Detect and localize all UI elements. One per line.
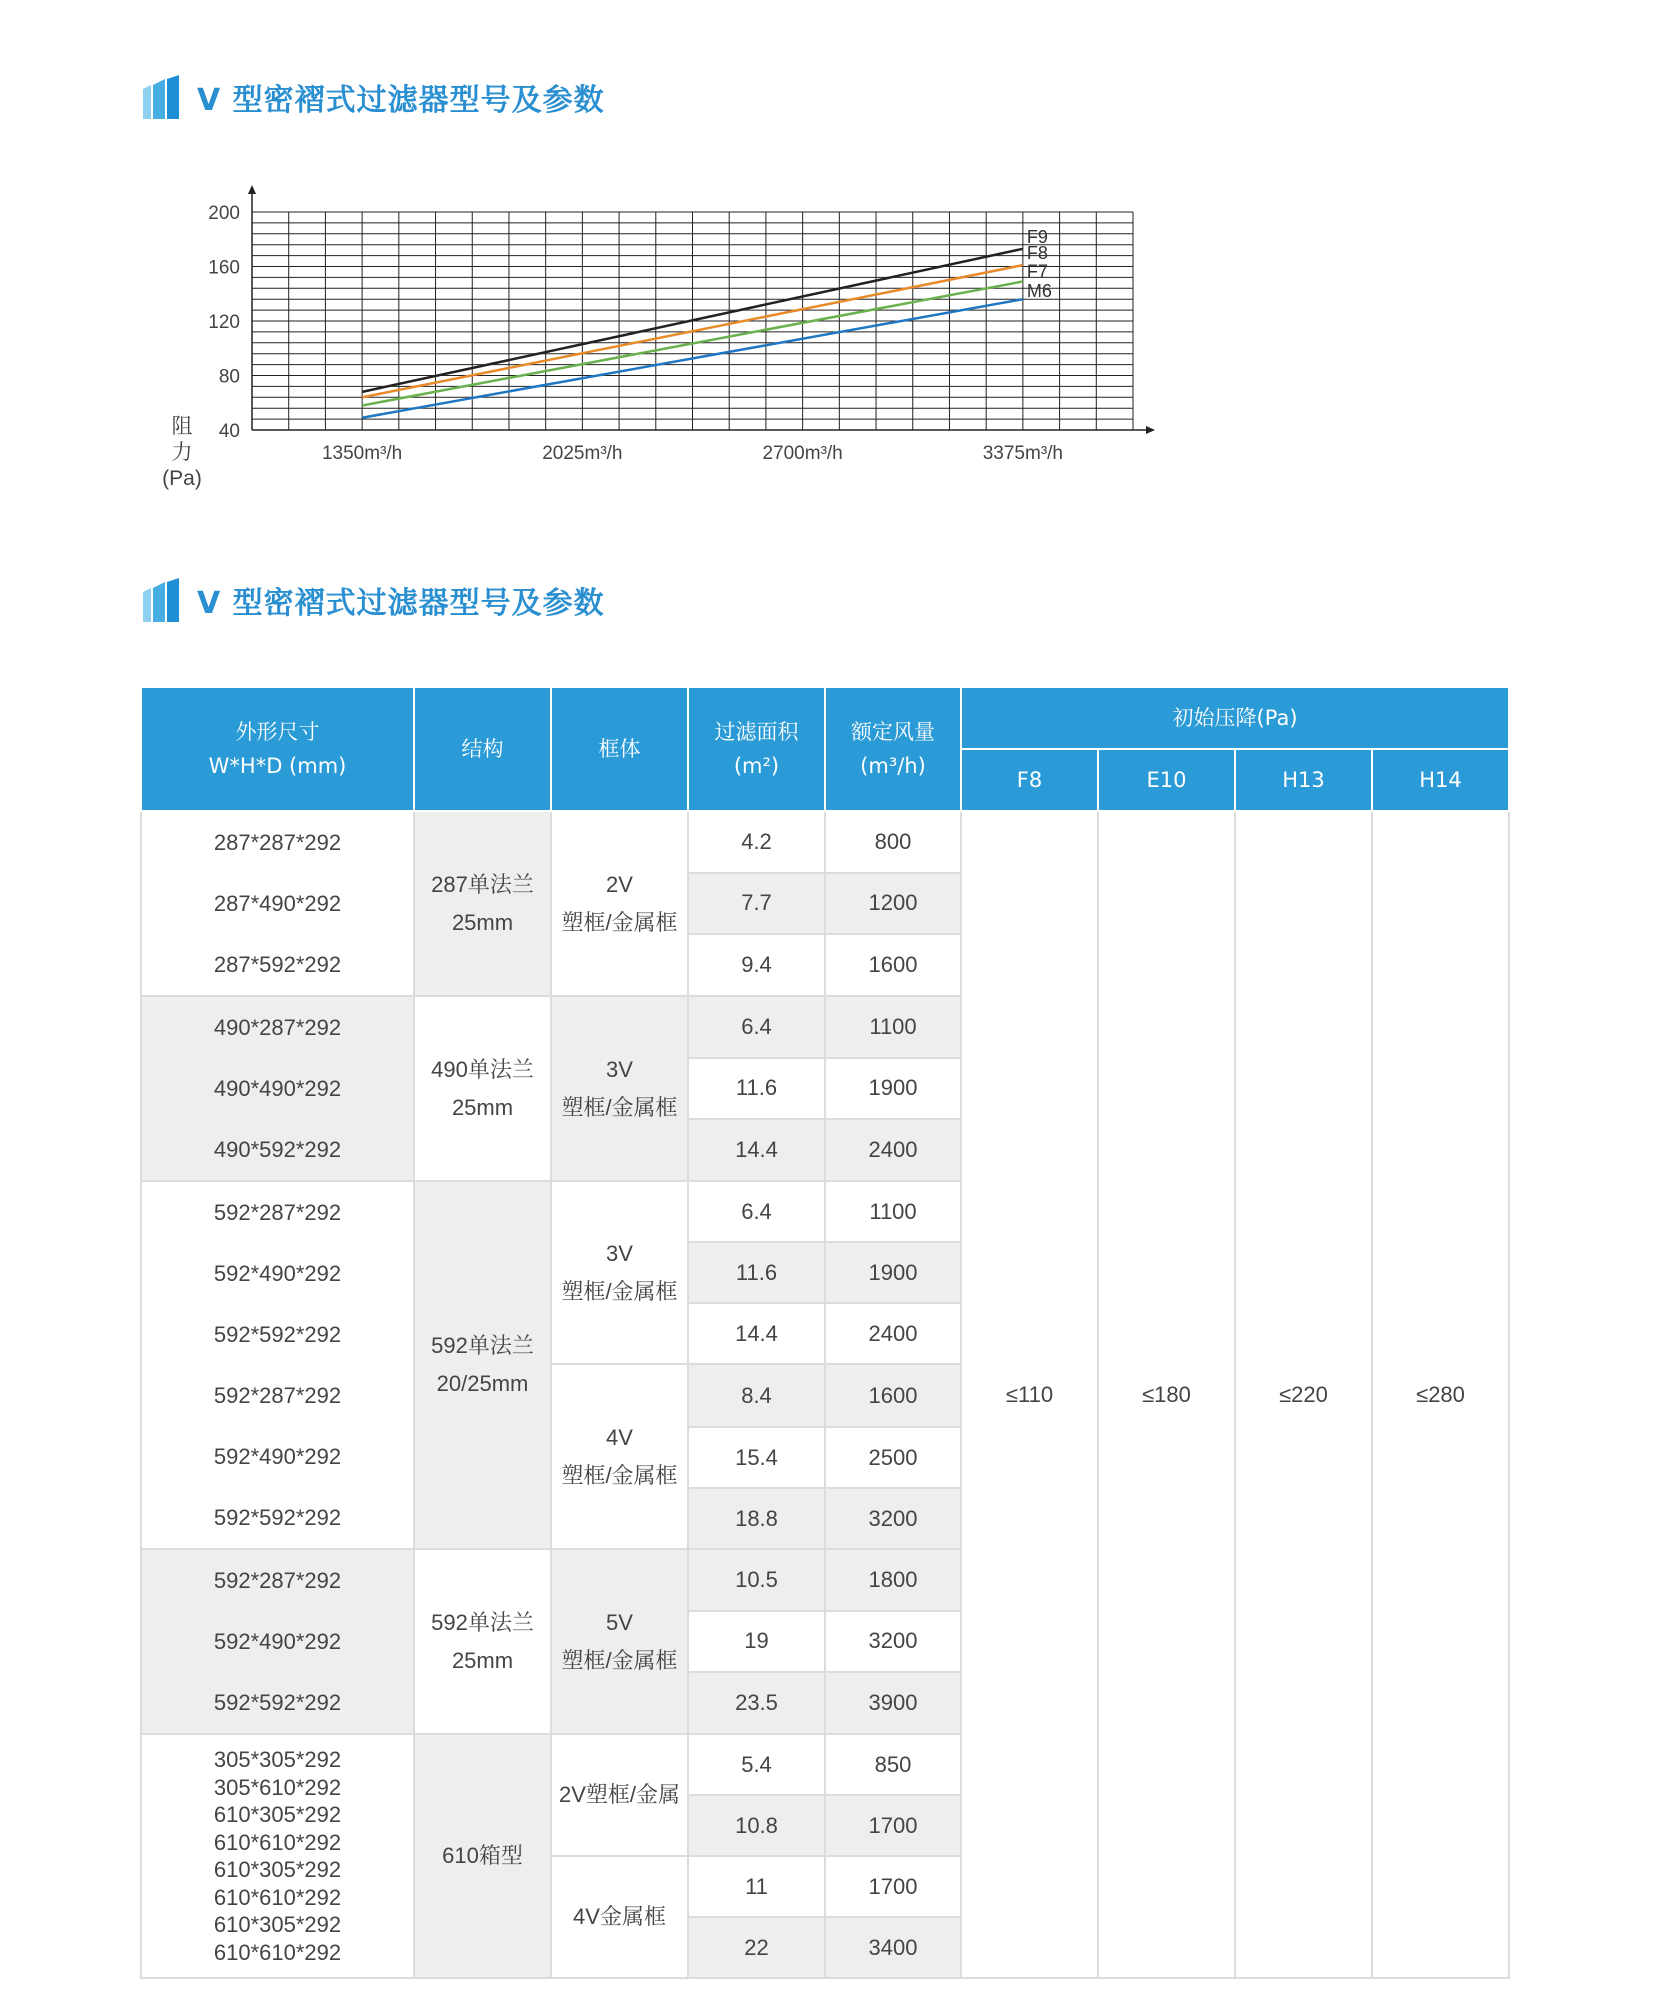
size-value: 305*610*292 [213, 1774, 342, 1800]
cell-structure [414, 996, 551, 1181]
size-value: 592*287*292 [213, 1383, 342, 1408]
cell-frame [551, 1181, 688, 1364]
cell-airflow: 1100 [825, 996, 961, 1058]
section-title-text: V 型密褶式过滤器型号及参数 [197, 83, 605, 118]
x-tick-label: 2700m³/h [762, 443, 843, 464]
cell-airflow: 1900 [825, 1058, 961, 1120]
section-title-table [143, 575, 605, 625]
x-tick-label: 2025m³/h [542, 443, 623, 464]
size-value: 610*610*292 [213, 1939, 342, 1965]
size-value: 490*592*292 [213, 1137, 342, 1162]
cell-pressure-h14: ≤280 [1372, 811, 1509, 1978]
cell-frame [551, 1856, 688, 1978]
cell-area: 14.4 [688, 1303, 825, 1364]
structure-text: 610箱型 [442, 1843, 523, 1868]
structure-text: 592单法兰 [431, 1333, 534, 1358]
size-value: 610*305*292 [213, 1912, 342, 1937]
size-value: 490*490*292 [213, 1076, 342, 1101]
header-pressure-h14: H14 [1372, 749, 1509, 811]
cell-area: 10.5 [688, 1549, 825, 1611]
cell-area: 22 [688, 1917, 825, 1978]
header-frame: 框体 [551, 688, 688, 811]
frame-text: 2V [606, 871, 633, 897]
cell-area: 5.4 [688, 1734, 825, 1795]
series-label-f8: F8 [1026, 243, 1048, 264]
cell-area: 8.4 [688, 1364, 825, 1427]
size-value: 287*592*292 [213, 952, 342, 977]
y-tick-label: 160 [208, 257, 240, 279]
cell-sizes [141, 1549, 414, 1734]
structure-text: 25mm [451, 1647, 514, 1673]
header-airflow: 额定风量 (m³/h) [825, 688, 961, 811]
frame-text: 5V [606, 1609, 633, 1635]
cell-airflow: 2400 [825, 1119, 961, 1181]
building-logo-icon [143, 75, 183, 119]
x-axis-arrow-icon [1146, 426, 1155, 434]
frame-text: 塑框/金属框 [561, 1094, 678, 1120]
cell-area: 14.4 [688, 1119, 825, 1181]
size-value: 610*305*292 [213, 1857, 342, 1882]
y-axis-label [162, 415, 202, 490]
y-tick-label: 80 [218, 366, 240, 388]
cell-pressure-f8: ≤110 [961, 811, 1098, 1978]
y-axis-ticks [208, 203, 240, 442]
frame-text: 塑框/金属框 [561, 1278, 678, 1304]
size-value: 592*490*292 [213, 1261, 342, 1286]
cell-area: 11 [688, 1856, 825, 1917]
size-value: 592*490*292 [213, 1444, 342, 1469]
cell-pressure-h13: ≤220 [1235, 811, 1372, 1978]
cell-area: 11.6 [688, 1242, 825, 1303]
frame-text: 4V金属框 [573, 1904, 666, 1929]
cell-area: 6.4 [688, 1181, 825, 1242]
cell-sizes [141, 811, 414, 996]
cell-sizes [141, 1734, 414, 1978]
header-pressure-group: 初始压降(Pa) [961, 688, 1509, 749]
frame-text: 塑框/金属框 [561, 1647, 678, 1673]
cell-structure [414, 1734, 551, 1978]
cell-airflow: 2400 [825, 1303, 961, 1364]
cell-frame [551, 1364, 688, 1549]
header-structure: 结构 [414, 688, 551, 811]
header-pressure-e10: E10 [1098, 749, 1235, 811]
header-size: 外形尺寸 W*H*D (mm) [141, 688, 414, 811]
cell-airflow: 1600 [825, 1364, 961, 1427]
cell-airflow: 800 [825, 811, 961, 873]
frame-text: 塑框/金属框 [561, 1462, 678, 1488]
cell-frame [551, 1734, 688, 1856]
spec-table-body [141, 811, 1509, 1978]
cell-airflow: 1100 [825, 1181, 961, 1242]
size-value: 592*592*292 [213, 1505, 342, 1530]
size-value: 287*287*292 [213, 830, 342, 855]
cell-area: 10.8 [688, 1795, 825, 1856]
series-label-f7: F7 [1026, 261, 1048, 282]
structure-text: 20/25mm [436, 1371, 529, 1396]
cell-area: 7.7 [688, 873, 825, 935]
y-axis-arrow-icon [248, 185, 256, 194]
cell-structure [414, 1549, 551, 1734]
y-axis-label-unit: (Pa) [162, 467, 202, 490]
cell-sizes [141, 1181, 414, 1549]
x-tick-label: 1350m³/h [321, 443, 403, 464]
cell-airflow: 1900 [825, 1242, 961, 1303]
cell-structure [414, 811, 551, 996]
series-label-f9: F9 [1026, 226, 1048, 247]
y-tick-label: 120 [208, 312, 240, 333]
frame-text: 2V塑框/金属 [558, 1782, 681, 1807]
frame-text: 塑框/金属框 [561, 909, 678, 935]
size-value: 592*287*292 [213, 1568, 342, 1593]
frame-text: 3V [606, 1056, 633, 1082]
structure-text: 25mm [451, 1094, 514, 1120]
cell-structure [414, 1181, 551, 1549]
cell-airflow: 2500 [825, 1427, 961, 1488]
cell-area: 23.5 [688, 1672, 825, 1734]
cell-area: 19 [688, 1611, 825, 1673]
size-value: 305*305*292 [213, 1747, 342, 1772]
cell-area: 11.6 [688, 1058, 825, 1120]
structure-text: 287单法兰 [431, 871, 534, 897]
chart-axes [248, 185, 1155, 434]
cell-airflow: 1700 [825, 1856, 961, 1917]
cell-frame [551, 996, 688, 1181]
section-title-chart [143, 72, 605, 122]
cell-area: 9.4 [688, 934, 825, 996]
x-axis-ticks [322, 443, 1063, 464]
cell-frame [551, 811, 688, 996]
cell-airflow: 1700 [825, 1795, 961, 1856]
size-value: 490*287*292 [213, 1015, 342, 1040]
y-tick-label: 200 [208, 203, 240, 224]
cell-airflow: 850 [825, 1734, 961, 1795]
cell-area: 15.4 [688, 1427, 825, 1488]
size-value: 592*490*292 [213, 1629, 342, 1654]
size-value: 592*287*292 [213, 1200, 342, 1225]
size-value: 610*610*292 [213, 1829, 342, 1855]
cell-airflow: 1200 [825, 873, 961, 935]
y-axis-label-line1: 阻 [171, 415, 193, 438]
y-tick-label: 40 [218, 421, 240, 442]
cell-airflow: 3400 [825, 1917, 961, 1978]
structure-text: 490单法兰 [431, 1056, 534, 1082]
y-axis-label-line2: 力 [171, 441, 193, 464]
frame-text: 3V [606, 1240, 633, 1266]
structure-text: 592单法兰 [431, 1609, 534, 1635]
x-tick-label: 3375m³/h [982, 443, 1064, 464]
header-pressure-f8: F8 [961, 749, 1098, 811]
cell-area: 4.2 [688, 811, 825, 873]
frame-text: 4V [606, 1424, 633, 1450]
cell-airflow: 1800 [825, 1549, 961, 1611]
cell-area: 6.4 [688, 996, 825, 1058]
spec-table [140, 688, 1510, 1979]
cell-airflow: 3200 [825, 1611, 961, 1673]
header-area: 过滤面积 (m²) [688, 688, 825, 811]
table-row [141, 811, 1509, 873]
cell-pressure-e10: ≤180 [1098, 811, 1235, 1978]
cell-area: 18.8 [688, 1488, 825, 1549]
size-value: 610*610*292 [213, 1884, 342, 1910]
cell-airflow: 3200 [825, 1488, 961, 1549]
series-label-m6: M6 [1026, 281, 1052, 302]
structure-text: 25mm [451, 909, 514, 935]
building-logo-icon [143, 578, 183, 622]
size-value: 592*592*292 [213, 1322, 342, 1347]
cell-airflow: 3900 [825, 1672, 961, 1734]
header-pressure-h13: H13 [1235, 749, 1372, 811]
cell-frame [551, 1549, 688, 1734]
section-title-text: V 型密褶式过滤器型号及参数 [197, 586, 605, 621]
size-value: 592*592*292 [213, 1690, 342, 1715]
cell-sizes [141, 996, 414, 1181]
size-value: 610*305*292 [213, 1802, 342, 1827]
pressure-airflow-chart [140, 180, 1480, 540]
size-value: 287*490*292 [213, 891, 342, 916]
cell-airflow: 1600 [825, 934, 961, 996]
